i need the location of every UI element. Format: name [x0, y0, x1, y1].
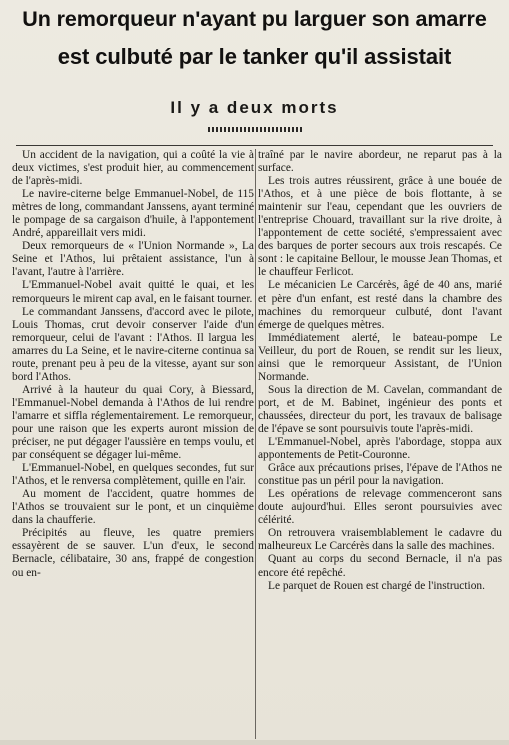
paragraph: Grâce aux précautions prises, l'épave de l'Athos ne constitue pas un péril pour la navigation.: [258, 462, 502, 488]
paragraph: Deux remorqueurs de « l'Union Normande », La Seine et l'Athos, lui prêtaient assistance, l'un à l'avant, l'autre à l'arrière.: [12, 240, 254, 279]
paragraph: Les trois autres réussirent, grâce à une bouée de l'Athos, et à une pièce de bois flottante, à se maintenir sur l'eau, cependant que les ouvriers de l'entreprise Chouard, travaillant sur la rive droite, à l'appontement de cette société, s'empressaient avec des barques de porter secours aux trois rescapés. Ce sont : le capitaine Bellour, le mousse Jean Thomas, et le chauffeur Ferlicot.: [258, 175, 502, 279]
paragraph: Les opérations de relevage commenceront sans doute aujourd'hui. Elles seront poursuivies avec célérité.: [258, 488, 502, 527]
paragraph: Le navire-citerne belge Emmanuel-Nobel, de 115 mètres de long, commandant Janssens, ayant terminé le pompage de sa cargaison d'huile, à l'appontement André, appareillait vers midi.: [12, 188, 254, 240]
article-column-right: [258, 149, 502, 739]
paragraph: Précipités au fleuve, les quatre premiers essayèrent de se sauver. L'un d'eux, le second Bernacle, célibataire, 30 ans, frappé de congestion ou en-: [12, 527, 254, 579]
headline-line-2: est culbuté par le tanker qu'il assistait: [57, 44, 452, 69]
paragraph: Sous la direction de M. Cavelan, commandant de port, et de M. Babinet, ingénieur des ponts et chaussées, directeur du port, les travaux de balisage de l'épave se sont poursuivis toute l'après-midi.: [258, 383, 502, 435]
paragraph: L'Emmanuel-Nobel, en quelques secondes, fut sur l'Athos, et le renversa complètement, quille en l'air.: [12, 462, 254, 488]
article-column-left: [12, 149, 254, 739]
paragraph: On retrouvera vraisemblablement le cadavre du malheureux Le Carcérès dans la salle des machines.: [258, 527, 502, 553]
column-divider: [255, 149, 256, 739]
paragraph: Un accident de la navigation, qui a coûté la vie à deux victimes, s'est produit hier, au commencement de l'après-midi.: [12, 149, 254, 188]
paper-edge: [0, 740, 509, 745]
paragraph: Immédiatement alerté, le bateau-pompe Le Veilleur, du port de Rouen, se rendit sur les lieux, ainsi que le remorqueur Assistant, de l'Union Normande.: [258, 331, 502, 383]
paragraph: Le mécanicien Le Carcérès, âgé de 40 ans, marié et père d'un enfant, est resté dans la chambre des machines du remorqueur culbuté, dont l'avant émerge de quelques mètres.: [258, 279, 502, 331]
paragraph: L'Emmanuel-Nobel avait quitté le quai, et les remorqueurs le mirent cap aval, en le faisant tourner.: [12, 279, 254, 305]
paragraph: Le commandant Janssens, d'accord avec le pilote, Louis Thomas, crut devoir conserver l'aide d'un remorqueur, celui de l'avant : l'Athos. Il largua les amarres du La Seine, et le navire-citerne continua sa route, prenant peu à peu de la vitesse, ayant sur son bord l'Athos.: [12, 305, 254, 383]
header-rule: [16, 145, 493, 146]
paragraph: L'Emmanuel-Nobel, après l'abordage, stoppa aux appontements de Petit-Couronne.: [258, 436, 502, 462]
paragraph: Le parquet de Rouen est chargé de l'instruction.: [268, 579, 485, 592]
deck-subtitle: Il y a deux morts: [170, 98, 339, 117]
paragraph-continued: traîné par le navire abordeur, ne reparut pas à la surface.: [258, 149, 502, 175]
paragraph: Au moment de l'accident, quatre hommes de l'Athos se trouvaient sur le pont, et un cinquième dans la chaufferie.: [12, 488, 254, 527]
dotted-ornament: [208, 127, 304, 132]
paragraph: Arrivé à la hauteur du quai Cory, à Biessard, l'Emmanuel-Nobel demanda à l'Athos de lui rendre l'amarre et siffla réglementairement. Le remorqueur, pour une raison que les experts auront mission de préciser, ne put dégager l'aussière en temps voulu, et par conséquent se dégager lui-même.: [12, 383, 254, 462]
paragraph: Quant au corps du second Bernacle, il n'a pas encore été repêché.: [258, 553, 502, 579]
headline-line-1: Un remorqueur n'ayant pu larguer son amarre: [22, 7, 487, 31]
